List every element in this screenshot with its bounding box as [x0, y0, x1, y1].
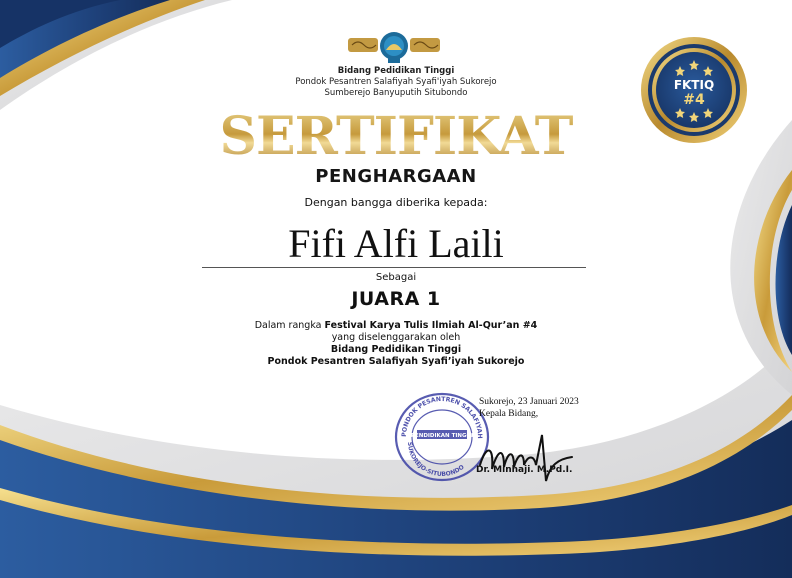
institution-name: Bidang Pedidikan Tinggi	[337, 66, 455, 76]
badge-title: FKTIQ	[673, 78, 715, 92]
signer-name: Dr. Minhaji. M.Pd.I.	[476, 465, 573, 475]
organizer-pesantren: Pondok Pesantren Salafiyah Syafi’iyah Sukorejo	[267, 356, 525, 367]
stamp-bottom-text: SUKOREJO-SITUBONDO	[405, 441, 466, 479]
event-name: Festival Karya Tulis Ilmiah Al-Qur’an #4	[324, 320, 538, 331]
certificate-subtitle: PENGHARGAAN	[315, 166, 477, 187]
stamp-center-text: PENDIDIKAN TINGGI	[410, 433, 474, 439]
certificate-title: SERTIFIKAT	[0, 108, 792, 166]
organizer-label: yang diselenggarakan oleh	[331, 332, 461, 343]
institution-logo	[348, 30, 440, 64]
institution-pesantren: Pondok Pesantren Salafiyah Syafi'iyah Sukorejo	[295, 77, 497, 87]
recipient-name: Fifi Alfi Laili	[288, 221, 504, 266]
recipient-underline	[202, 267, 586, 268]
as-label: Sebagai	[375, 272, 417, 283]
signer-role: Kepala Bidang,	[479, 409, 539, 419]
badge-number: #4	[683, 92, 705, 108]
institution-address: Sumberejo Banyuputih Situbondo	[324, 88, 468, 98]
stamp-top-text: PONDOK PESANTREN SALAFIYAH	[400, 395, 484, 439]
signature-block	[479, 396, 619, 420]
certificate-body	[0, 320, 792, 368]
given-to-label: Dengan bangga diberika kepada:	[304, 196, 488, 209]
handwritten-signature	[472, 425, 582, 485]
organizer-unit: Bidang Pedidikan Tinggi	[330, 344, 462, 355]
body-prefix: Dalam rangka	[254, 320, 325, 331]
award-rank: JUARA 1	[351, 288, 441, 310]
place-date: Sukorejo, 23 Januari 2023	[479, 397, 579, 407]
